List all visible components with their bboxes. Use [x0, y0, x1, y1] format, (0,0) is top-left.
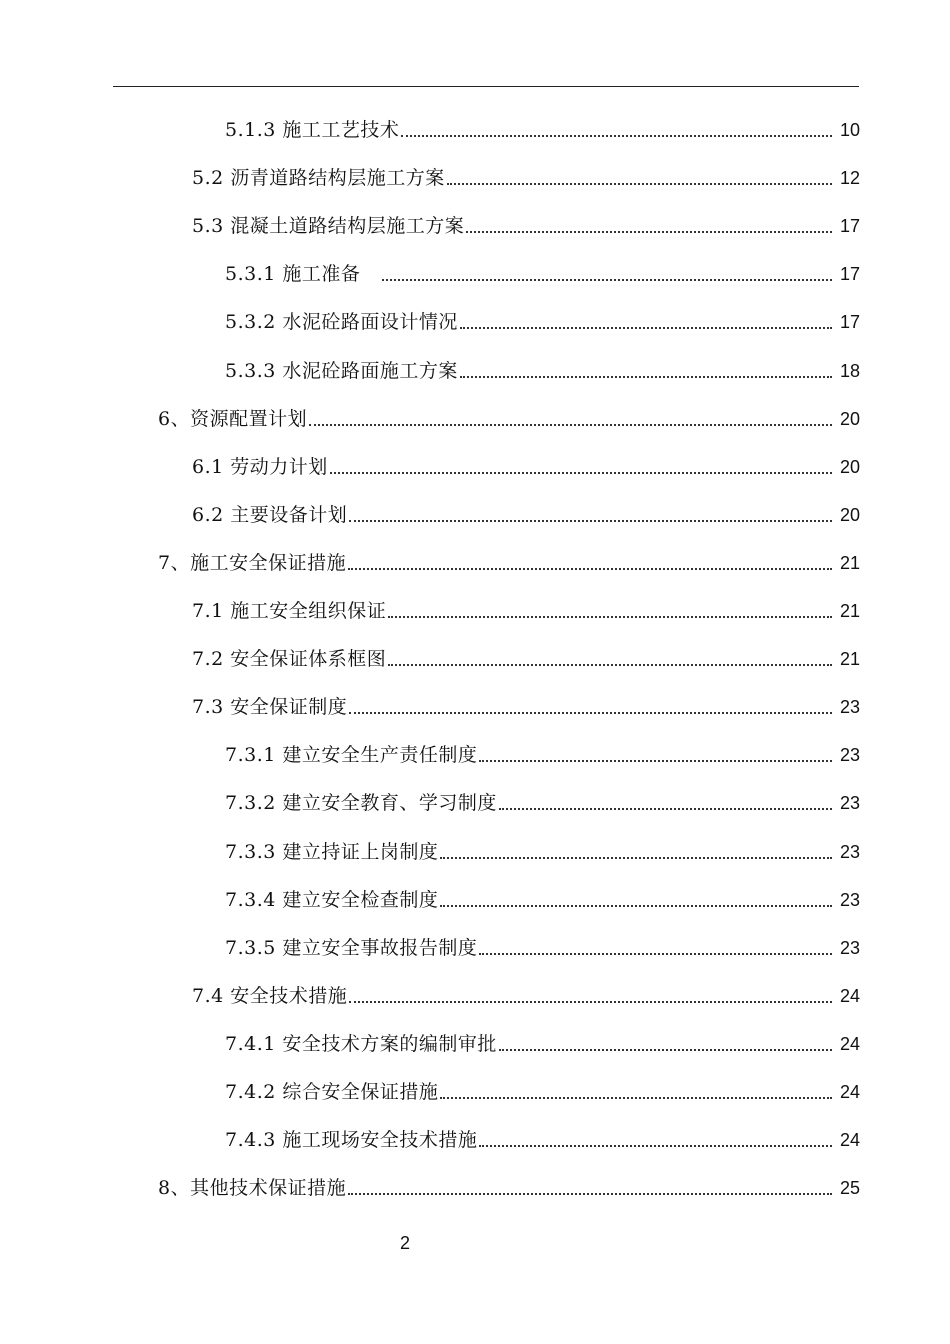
toc-leader-dots [388, 616, 832, 618]
toc-entry-label: 5.3.1 施工准备 [225, 263, 380, 286]
toc-entry[interactable] [0, 104, 950, 152]
toc-leader-dots [349, 712, 832, 714]
toc-entry[interactable] [0, 633, 950, 681]
toc-entry-page: 24 [839, 1033, 860, 1054]
toc-entry-label: 7、施工安全保证措施 [158, 551, 347, 574]
toc-leader-dots [447, 183, 832, 185]
toc-entry-label: 7.3.2 建立安全教育、学习制度 [225, 792, 497, 815]
toc-entry-label: 5.3.3 水泥砼路面施工方案 [225, 359, 458, 382]
toc-entry-page: 21 [839, 601, 860, 622]
toc-entry-page: 23 [839, 745, 860, 766]
toc-entry-page: 25 [839, 1178, 860, 1199]
toc-entry[interactable] [0, 1162, 950, 1210]
toc-entry-label: 7.2 安全保证体系框图 [192, 648, 387, 671]
toc-entry-page: 10 [839, 120, 860, 141]
toc-entry[interactable] [0, 344, 950, 392]
toc-entry-page: 18 [839, 360, 860, 381]
table-of-contents [0, 104, 950, 1210]
toc-entry[interactable] [0, 296, 950, 344]
toc-entry-page: 23 [839, 697, 860, 718]
toc-entry-label: 6.2 主要设备计划 [192, 503, 348, 526]
toc-entry[interactable] [0, 200, 950, 248]
toc-entry-label: 5.3.2 水泥砼路面设计情况 [225, 311, 458, 334]
toc-entry-page: 24 [839, 1130, 860, 1151]
toc-entry[interactable] [0, 970, 950, 1018]
toc-entry-label: 6、资源配置计划 [158, 407, 308, 430]
toc-leader-dots [440, 905, 832, 907]
toc-leader-dots [499, 808, 832, 810]
toc-entry-label: 6.1 劳动力计划 [192, 455, 328, 478]
toc-leader-dots [440, 857, 832, 859]
toc-entry-page: 20 [839, 504, 860, 525]
toc-entry[interactable] [0, 1114, 950, 1162]
toc-entry-label: 7.3.3 建立持证上岗制度 [225, 840, 439, 863]
page-number: 2 [399, 1233, 410, 1253]
toc-entry[interactable] [0, 1066, 950, 1114]
header-rule [113, 86, 859, 87]
toc-entry[interactable] [0, 777, 950, 825]
toc-entry[interactable] [0, 441, 950, 489]
toc-entry-page: 23 [839, 937, 860, 958]
toc-entry-page: 20 [839, 408, 860, 429]
toc-entry-label: 7.3 安全保证制度 [192, 696, 348, 719]
toc-entry[interactable] [0, 874, 950, 922]
toc-leader-dots [466, 231, 832, 233]
toc-entry-label: 7.3.5 建立安全事故报告制度 [225, 936, 478, 959]
toc-leader-dots [460, 376, 832, 378]
toc-leader-dots [388, 664, 832, 666]
toc-entry[interactable] [0, 922, 950, 970]
toc-entry-page: 24 [839, 985, 860, 1006]
toc-leader-dots [479, 1145, 832, 1147]
toc-entry[interactable] [0, 248, 950, 296]
toc-leader-dots [401, 135, 832, 137]
toc-entry-label: 7.4.2 综合安全保证措施 [225, 1080, 439, 1103]
toc-entry-page: 17 [839, 264, 860, 285]
toc-entry[interactable] [0, 489, 950, 537]
toc-entry-label: 7.4.3 施工现场安全技术措施 [225, 1129, 478, 1152]
toc-entry-label: 7.3.1 建立安全生产责任制度 [225, 744, 478, 767]
toc-entry-page: 12 [839, 168, 860, 189]
toc-entry-label: 5.3 混凝土道路结构层施工方案 [192, 215, 465, 238]
toc-entry[interactable] [0, 1018, 950, 1066]
toc-entry[interactable] [0, 825, 950, 873]
toc-entry[interactable] [0, 537, 950, 585]
toc-entry-label: 7.4 安全技术措施 [192, 984, 348, 1007]
toc-entry[interactable] [0, 729, 950, 777]
toc-leader-dots [479, 953, 832, 955]
toc-entry-label: 7.1 施工安全组织保证 [192, 600, 387, 623]
toc-entry[interactable] [0, 393, 950, 441]
toc-entry-page: 24 [839, 1081, 860, 1102]
toc-leader-dots [330, 472, 832, 474]
toc-entry-label: 5.1.3 施工工艺技术 [225, 119, 400, 142]
toc-entry[interactable] [0, 681, 950, 729]
toc-leader-dots [348, 1193, 832, 1195]
toc-leader-dots [382, 279, 832, 281]
toc-leader-dots [309, 424, 832, 426]
toc-entry[interactable] [0, 585, 950, 633]
toc-entry-page: 17 [839, 312, 860, 333]
toc-entry-page: 20 [839, 456, 860, 477]
toc-leader-dots [479, 760, 832, 762]
toc-entry-page: 21 [839, 649, 860, 670]
toc-entry-page: 23 [839, 889, 860, 910]
toc-entry-page: 23 [839, 793, 860, 814]
toc-leader-dots [460, 327, 832, 329]
toc-entry-label: 7.4.1 安全技术方案的编制审批 [225, 1032, 497, 1055]
toc-entry-label: 5.2 沥青道路结构层施工方案 [192, 167, 445, 190]
toc-leader-dots [499, 1049, 832, 1051]
toc-entry-page: 21 [839, 552, 860, 573]
toc-leader-dots [349, 520, 832, 522]
toc-entry-label: 8、其他技术保证措施 [158, 1177, 347, 1200]
toc-entry-label: 7.3.4 建立安全检查制度 [225, 888, 439, 911]
toc-entry[interactable] [0, 152, 950, 200]
toc-leader-dots [440, 1097, 832, 1099]
toc-entry-page: 17 [839, 216, 860, 237]
toc-leader-dots [348, 568, 832, 570]
toc-entry-page: 23 [839, 841, 860, 862]
toc-leader-dots [349, 1001, 832, 1003]
